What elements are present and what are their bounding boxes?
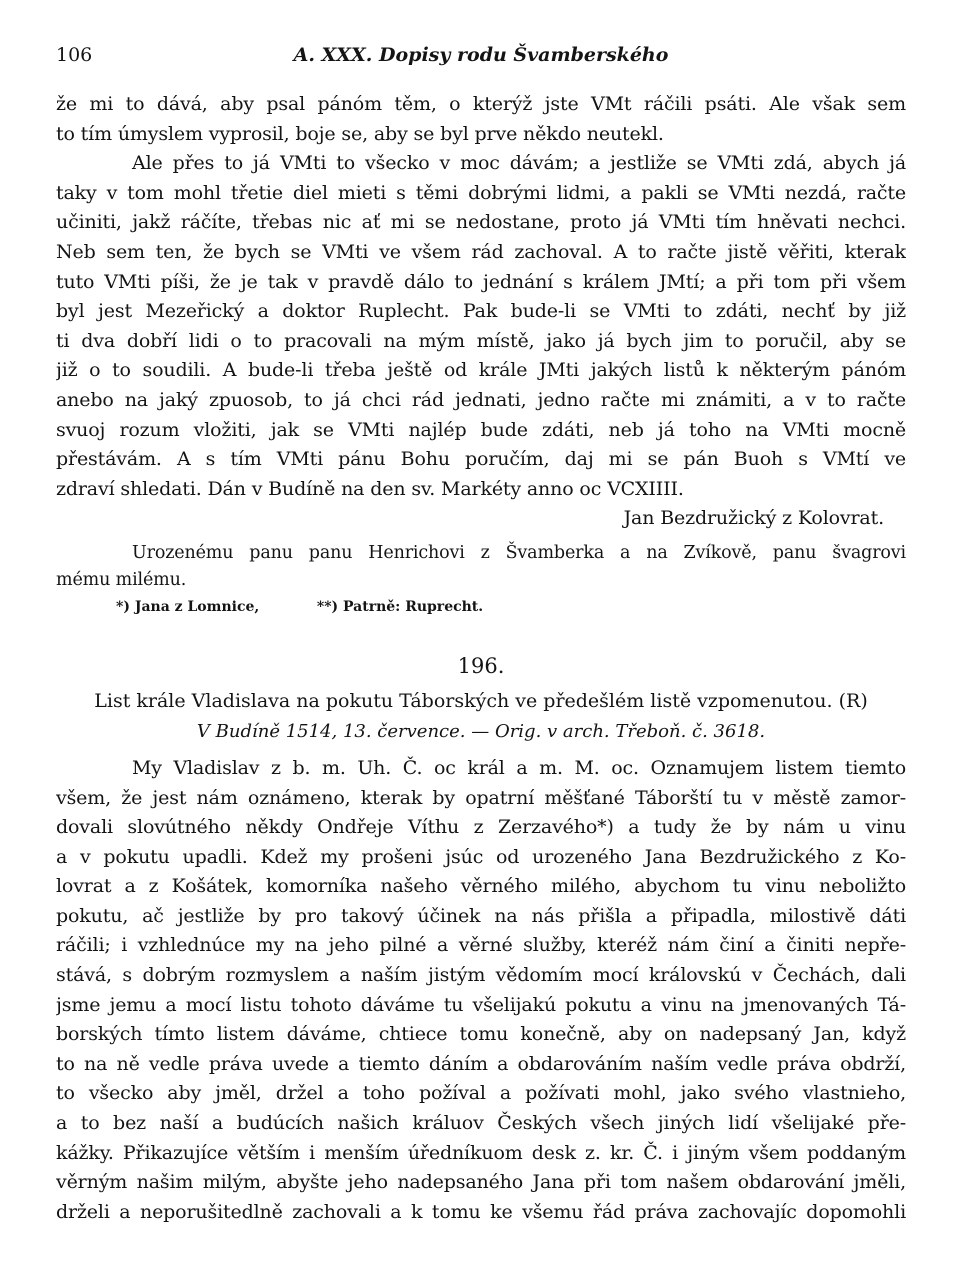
text-line: ráčili; i vzhlednúce my na jeho pilné a věrné služby, kteréž nám činí a činiti nepře- — [56, 934, 906, 957]
address-line: Urozenému panu panu Henrichovi z Švamberka a na Zvíkově, panu švagrovi — [132, 542, 906, 563]
text-line: již o to soudili. A bude-li třeba ještě od krále JMti jakých listů k některým pánóm — [56, 359, 906, 382]
text-line: drželi a neporušitedlně zachovali a k tomu ke všemu řád práva zachovajíc dopomohli — [56, 1200, 906, 1223]
text-line: a to bez naší a budúcích našich králuov Českých všech jiných lidí všelijaké pře- — [56, 1112, 906, 1135]
document-body — [56, 754, 906, 1228]
document-number: 196. — [457, 653, 505, 678]
footnotes — [56, 594, 906, 620]
text-line: dovali slovútného někdy Ondřeje Víthu z Zerzavého*) a tudy že by nám u vinu — [56, 816, 906, 839]
footnote: *) Jana z Lomnice, — [116, 598, 260, 615]
text-line: ti dva dobří lidi o to pracovali na mým místě, jako já bych jim to poručil, aby se — [56, 329, 906, 352]
text-line: pokutu, ač jestliže by pro takový účinek na nás přišla a připadla, milostivě dáti — [56, 904, 906, 927]
address-line: mému milému. — [56, 569, 187, 590]
footnote: **) Patrně: Ruprecht. — [316, 598, 484, 615]
letter-text — [56, 90, 906, 534]
text-line: Ale přes to já VMti to všecko v moc dávám; a jestliže se VMti zdá, abych já — [132, 152, 906, 175]
document-title: List krále Vladislava na pokutu Táborských ve předešlém listě vzpomenutou. (R) — [94, 689, 868, 712]
text-line: zdraví shledati. Dán v Budíně na den sv. Markéty anno oc VCXIIII. — [56, 477, 684, 500]
address — [56, 540, 906, 594]
page-number: 106 — [56, 44, 93, 66]
text-line: přestávám. A s tím VMti pánu Bohu poručím, daj mi se pán Buoh s VMtí ve — [56, 448, 906, 471]
page-header — [56, 44, 906, 74]
text-line: Neb sem ten, že bych se VMti ve všem rád zachoval. A to račte jistě věřiti, kterak — [56, 240, 906, 263]
text-line: tuto VMti píši, že je tak v pravdě dálo to jednání s králem JMtí; a při tom při všem — [56, 270, 906, 293]
text-line: stává, s dobrým rozmyslem a naším jistým vědomím mocí královskú v Čechách, dali — [56, 964, 906, 987]
text-line: a v pokutu upadli. Kdež my prošeni jsúc od urozeného Jana Bezdružického z Ko- — [56, 845, 906, 868]
text-line: svuoj rozum vložiti, jak se VMti najlép bude zdáti, neb já toho na VMti mocně — [56, 418, 906, 441]
text-line: všem, že jest nám oznámeno, kterak by opatrní měšťané Táborští tu v městě zamor- — [56, 786, 906, 809]
text-line: taky v tom mohl třetie diel mieti s těmi dobrými lidmi, a pakli se VMti nezdá, račte — [56, 181, 906, 204]
text-line: že mi to dává, aby psal pánóm těm, o kterýž jste VMt ráčili psáti. Ale však sem — [56, 93, 906, 115]
document-dateline: V Budíně 1514, 13. července. — Orig. v arch. Třeboň. č. 3618. — [196, 720, 766, 742]
page-text — [56, 90, 906, 1227]
text-line: anebo na jaký zpuosob, to já chci rád jednati, jedno račte mi známiti, a v to račte — [56, 388, 906, 411]
running-title: A. XXX. Dopisy rodu Švamberského — [293, 44, 669, 66]
text-line: učiniti, jakž ráčíte, třebas nic ať mi se nedostane, proto já VMti tím hněvati nechci. — [56, 211, 906, 234]
text-line: borských tímto listem dáváme, chtiece tomu konečně, aby on nadepsaný Jan, když — [56, 1023, 906, 1046]
text-line: věrným našim milým, abyšte jeho nadepsaného Jana při tom našem obdarování jměli, — [56, 1171, 906, 1194]
text-line: kážky. Přikazujíce větším i menším úředníkuom desk z. kr. Č. i jiným všem poddaným — [56, 1141, 906, 1164]
text-line: byl jest Mezeřický a doktor Ruplecht. Pak bude-li se VMti to zdáti, nechť by již — [56, 300, 906, 323]
text-line: to tím úmyslem vyprosil, boje se, aby se byl prve někdo neutekl. — [56, 122, 664, 145]
text-line: to všecko aby jměl, držel a toho požíval a požívati mohl, jako svého vlastnieho, — [56, 1082, 906, 1105]
text-line: jsme jemu a mocí listu tohoto dáváme tu všelijakú pokutu a vinu na jmenovaných Tá- — [56, 993, 906, 1016]
text-line: My Vladislav z b. m. Uh. Č. oc král a m. M. oc. Oznamujem listem tiemto — [132, 756, 906, 779]
signature: Jan Bezdružický z Kolovrat. — [623, 507, 884, 530]
text-line: to na ně vedle práva uvede a tiemto dáním a obdarováním naším vedle práva obdrží, — [56, 1052, 906, 1075]
text-line: lovrat a z Košátek, komorníka našeho věrného milého, abychom tu vinu neboližto — [56, 875, 906, 898]
